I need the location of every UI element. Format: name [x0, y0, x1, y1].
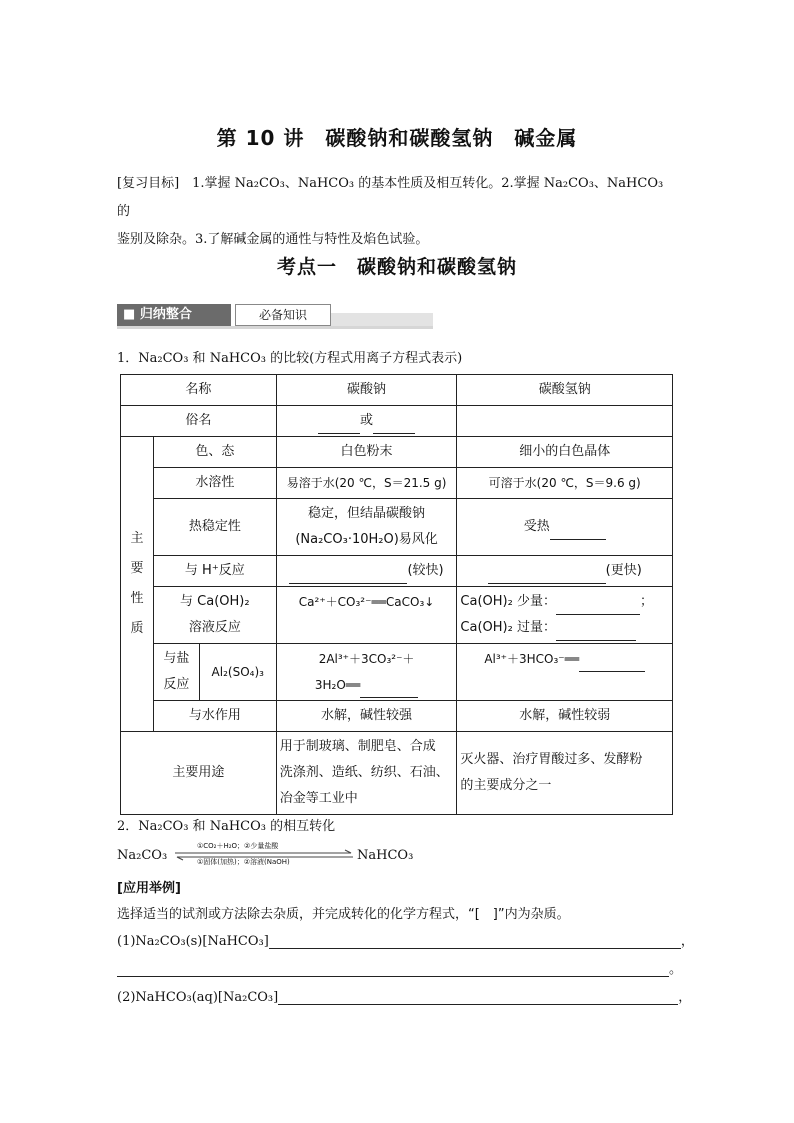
sol-nahco3: 可溶于水(20 ℃，S＝9.6 g) [457, 468, 673, 499]
salt-nahco3-text: Al³⁺＋3HCO₃⁻══ [484, 652, 580, 666]
row-label-use: 主要用途 [121, 732, 277, 815]
use-na2co3-line1: 用于制玻璃、制肥皂、合成 [279, 739, 436, 754]
blank [373, 419, 415, 434]
blank [556, 600, 640, 615]
common-na2co3 [276, 406, 457, 437]
banner-shadow [117, 326, 433, 329]
review-objectives [117, 170, 677, 254]
question-1-continuation [117, 958, 682, 977]
conversion-right: NaHCO₃ [357, 848, 414, 863]
use-na2co3 [276, 732, 457, 815]
acid-nahco3-note: (更快) [605, 563, 642, 578]
blank [360, 683, 418, 698]
caoh-excess-label: Ca(OH)₂ 过量： [460, 620, 556, 635]
row-label-salt-line1: 与盐 [163, 651, 190, 666]
row-label-caoh-line2: 溶液反应 [188, 620, 241, 635]
thermal-nahco3-text: 受热 [523, 519, 550, 534]
row-label-acid: 与 H⁺反应 [153, 556, 276, 587]
blank [318, 419, 360, 434]
salt-name: Al₂(SO₄)₃ [199, 644, 276, 701]
question-2-text: (2)NaHCO₃(aq)[Na₂CO₃] [117, 990, 279, 1005]
use-nahco3 [457, 732, 673, 815]
water-na2co3: 水解，碱性较强 [276, 701, 457, 732]
answer-blank [269, 934, 681, 949]
use-na2co3-line2: 洗涤剂、造纸、纺织、石油、 [279, 765, 449, 780]
use-nahco3-line2: 的主要成分之一 [460, 778, 552, 793]
section-banner [117, 304, 433, 328]
conversion-diagram [117, 844, 417, 866]
table-row [121, 375, 673, 406]
answer-blank [278, 990, 678, 1005]
period: 。 [669, 962, 683, 977]
application-heading: [应用举例] [117, 881, 181, 896]
row-label-caoh [153, 587, 276, 644]
kaodian-heading: 考点一 碳酸钠和碳酸氢钠 [276, 256, 517, 278]
thermal-na2co3 [276, 499, 457, 556]
common-nahco3 [457, 406, 673, 437]
salt-na2co3 [276, 644, 457, 701]
use-na2co3-line3: 冶金等工业中 [279, 791, 358, 806]
row-label-caoh-line1: 与 Ca(OH)₂ [180, 594, 250, 609]
section-2-heading: 2．Na₂CO₃ 和 NaHCO₃ 的相互转化 [117, 819, 336, 834]
sol-na2co3: 易溶于水(20 ℃，S＝21.5 g) [276, 468, 457, 499]
salt-na2co3-line2-text: 3H₂O══ [314, 678, 361, 692]
row-label-salt [153, 644, 199, 701]
question-2 [117, 986, 691, 1005]
row-label-salt-line2: 反应 [163, 677, 190, 692]
comma: ， [678, 990, 692, 1005]
question-1 [117, 930, 694, 949]
blank [550, 525, 606, 540]
caoh-small-label: Ca(OH)₂ 少量： [460, 594, 556, 609]
caoh-nahco3-line2 [460, 615, 669, 641]
table-row [121, 732, 673, 815]
row-label-color: 色、态 [153, 437, 276, 468]
thermal-na2co3-line1: 稳定，但结晶碳酸钠 [308, 506, 426, 521]
caoh-nahco3-line1: Ca(OH)₂ 少量： ； [460, 589, 669, 615]
application-question: 选择适当的试剂或方法除去杂质，并完成转化的化学方程式，“[ ]”内为杂质。 [117, 907, 570, 922]
question-1-text: (1)Na₂CO₃(s)[NaHCO₃] [117, 934, 269, 949]
header-na2co3: 碳酸钠 [276, 375, 457, 406]
comparison-table [120, 374, 673, 815]
banner-stripe [331, 313, 433, 326]
table-row [121, 587, 673, 644]
table-row [121, 406, 673, 437]
comma: ， [680, 934, 694, 949]
table-row [121, 468, 673, 499]
header-name: 名称 [121, 375, 277, 406]
objectives-line-1: [复习目标] 1.掌握 Na₂CO₃、NaHCO₃ 的基本性质及相互转化。2.掌握 Na₂CO₃、NaHCO₃ 的 [117, 176, 664, 219]
blank [579, 657, 645, 672]
caoh-na2co3: Ca²⁺＋CO₃²⁻══CaCO₃↓ [276, 587, 457, 644]
color-na2co3: 白色粉末 [276, 437, 457, 468]
table-row [121, 499, 673, 556]
group-label-text: 主要性质 [130, 531, 144, 636]
page-title: 第 10 讲 碳酸钠和碳酸氢钠 碱金属 [216, 126, 578, 150]
salt-na2co3-line2 [280, 672, 454, 698]
salt-na2co3-line1: 2Al³⁺＋3CO₃²⁻＋ [318, 652, 415, 666]
caoh-nahco3 [457, 587, 673, 644]
banner-left-label: 归纳整合 [139, 307, 192, 322]
conversion-left: Na₂CO₃ [117, 848, 168, 863]
blank [488, 569, 606, 584]
answer-blank [117, 962, 669, 977]
banner-right: 必备知识 [235, 304, 331, 326]
section-1-heading: 1．Na₂CO₃ 和 NaHCO₃ 的比较(方程式用离子方程式表示) [117, 351, 463, 366]
acid-na2co3 [276, 556, 457, 587]
conversion-cond-top: ①CO₂＋H₂O；②少量盐酸 [197, 842, 279, 850]
use-nahco3-line1: 灭火器、治疗胃酸过多、发酵粉 [460, 752, 643, 767]
blank [289, 569, 407, 584]
group-label [121, 437, 154, 732]
row-label-water: 与水作用 [153, 701, 276, 732]
banner-left: ■ 归纳整合 [117, 304, 231, 326]
acid-nahco3 [457, 556, 673, 587]
table-row [121, 644, 673, 701]
thermal-nahco3 [457, 499, 673, 556]
objectives-line-2: 鉴别及除杂。3.了解碱金属的通性与特性及焰色试验。 [117, 232, 429, 247]
blank [556, 626, 636, 641]
row-label-common: 俗名 [121, 406, 277, 437]
table-row [121, 437, 673, 468]
header-nahco3: 碳酸氢钠 [457, 375, 673, 406]
conversion-cond-bottom: ①固体(加热)；②溶液(NaOH) [197, 858, 290, 866]
or-label: 或 [360, 413, 374, 428]
table-row [121, 701, 673, 732]
salt-nahco3 [457, 644, 673, 701]
acid-na2co3-note: (较快) [407, 563, 444, 578]
thermal-na2co3-line2: (Na₂CO₃·10H₂O)易风化 [295, 532, 438, 547]
color-nahco3: 细小的白色晶体 [457, 437, 673, 468]
water-nahco3: 水解，碱性较弱 [457, 701, 673, 732]
row-label-thermal: 热稳定性 [153, 499, 276, 556]
table-row [121, 556, 673, 587]
row-label-solubility: 水溶性 [153, 468, 276, 499]
